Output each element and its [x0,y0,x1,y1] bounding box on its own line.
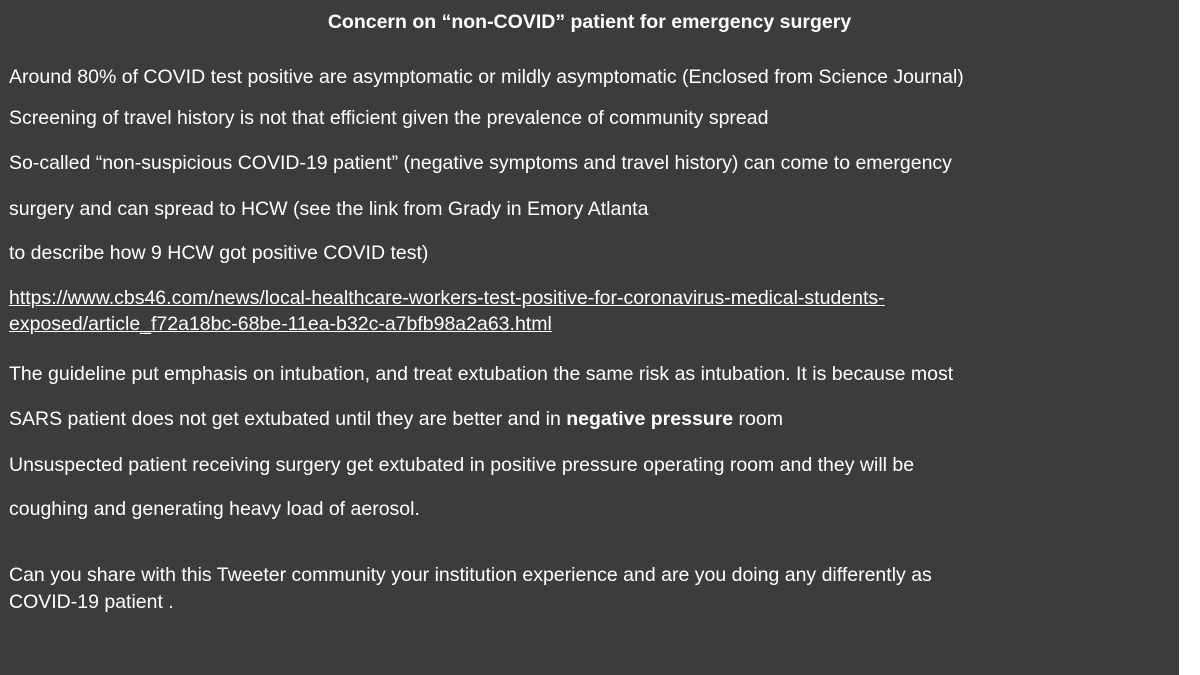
slide-title: Concern on “non-COVID” patient for emergency surgery [327,11,852,33]
text-line-travel-history: Screening of travel history is not that efficient given the prevalence of community spread [9,107,769,129]
text-line-asymptomatic: Around 80% of COVID test positive are asymptomatic or mildly asymptomatic (Enclosed from Science Journal) [9,66,964,88]
text-line-aerosol: coughing and generating heavy load of aerosol. [9,498,420,520]
sars-text-prefix: SARS patient does not get extubated until they are better and in [9,408,567,430]
text-line-spread-hcw: surgery and can spread to HCW (see the link from Grady in Emory Atlanta [9,198,649,220]
news-article-link[interactable] [9,285,885,337]
text-line-guideline: The guideline put emphasis on intubation, and treat extubation the same risk as intubation. It is because most [9,363,954,385]
negative-pressure-emphasis: negative pressure [566,408,734,430]
text-line-non-suspicious: So-called “non-suspicious COVID-19 patient” (negative symptoms and travel history) can come to emergency [9,152,952,174]
text-line-sars [9,407,783,431]
news-article-link-line-1: https://www.cbs46.com/news/local-healthcare-workers-test-positive-for-coronavirus-medical-students- [9,287,885,309]
text-line-question: Can you share with this Tweeter community your institution experience and are you doing any differently as [9,564,932,586]
text-line-question-end: COVID-19 patient . [9,591,174,613]
text-line-unsuspected: Unsuspected patient receiving surgery get extubated in positive pressure operating room and they will be [9,454,915,476]
news-article-link-line-2: exposed/article_f72a18bc-68be-11ea-b32c-a7bfb98a2a63.html [9,313,552,335]
text-line-describe: to describe how 9 HCW got positive COVID test) [9,242,429,264]
sars-text-suffix: room [733,408,783,430]
